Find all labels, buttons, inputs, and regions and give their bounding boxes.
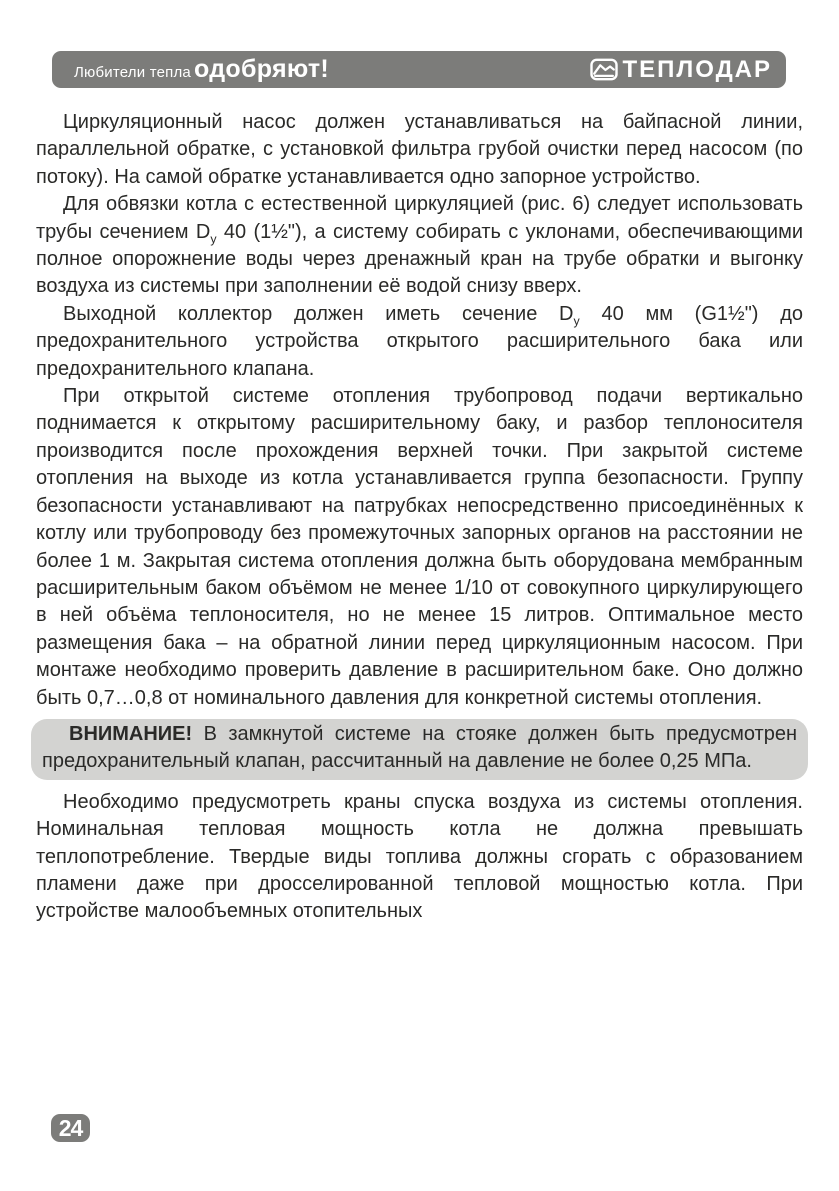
attention-note [31,719,808,780]
page-number-badge [51,1114,90,1142]
paragraph-open-closed-system: При открытой системе отопления трубопровод подачи вертикально поднимается к открытому расширительному баку, и разбор теплоносителя производится после прохождения верхней точки. При закрытой системе отопления на выходе из котла устанавливается группа безопасности. Группу безопасности устанавливают на патрубках непосредственно присоединённых к котлу или трубопроводу без промежуточных запорных органов на расстоянии не более 1 м. Закрытая система отопления должна быть оборудована мембранным расширительным баком объёмом не менее 1/10 от совокупного циркулирующего в ней объёма теплоносителя, но не менее 15 литров. Оптимальное место размещения бака – на обратной линии перед циркуляционным насосом. При монтаже необходимо проверить давление в расширительном баке. Оно должно быть 0,7…0,8 от номинального давления для конкретной системы отопления. [36,385,803,709]
tagline-bold-text: одобряют! [193,55,330,83]
body-text [36,109,803,926]
closing-paragraph: Необходимо предусмотреть краны спуска воздуха из системы отопления. Номинальная тепловая мощность котла не должна превышать теплопотребление. Твердые виды топлива должны сгорать с образованием пламени даже при дросселированной тепловой мощностью котла. При устройстве малообъемных отопительных [36,790,803,923]
page-number: 24 [58,1114,83,1141]
brand-name: ТЕПЛОДАР [622,55,772,83]
paragraph-natural-circulation: Для обвязки котла с естественной циркуляцией (рис. 6) следует использовать трубы сечением $D_у$ 40 (1½"), а систему собирать с уклонами, обеспечивающими полное опорожнение воды через дренажный кран на трубе обратки и выгонку воздуха из системы при заполнении её водой снизу вверх. [36,193,803,298]
header-banner [52,51,786,88]
tagline [74,55,329,84]
paragraph-outlet-collector: Выходной коллектор должен иметь сечение $D_у$ 40 мм (G1½") до предохранительного устройства открытого расширительного бака или предохранительного клапана. [36,302,803,380]
brand-logo [590,56,772,84]
mountain-frame-icon [590,58,618,81]
paragraph-circulation-pump: Циркуляционный насос должен устанавливаться на байпасной линии, параллельной обратке, с установкой фильтра грубой очистки перед насосом (по потоку). На самой обратке устанавливается одно запорное устройство. [36,111,803,188]
attention-text: ВНИМАНИЕ! В замкнутой системе на стояке должен быть предусмотрен предохранительный клапан, рассчитанный на давление не более 0,25 МПа. [42,722,797,773]
tagline-regular-text: Любители тепла [74,64,191,81]
